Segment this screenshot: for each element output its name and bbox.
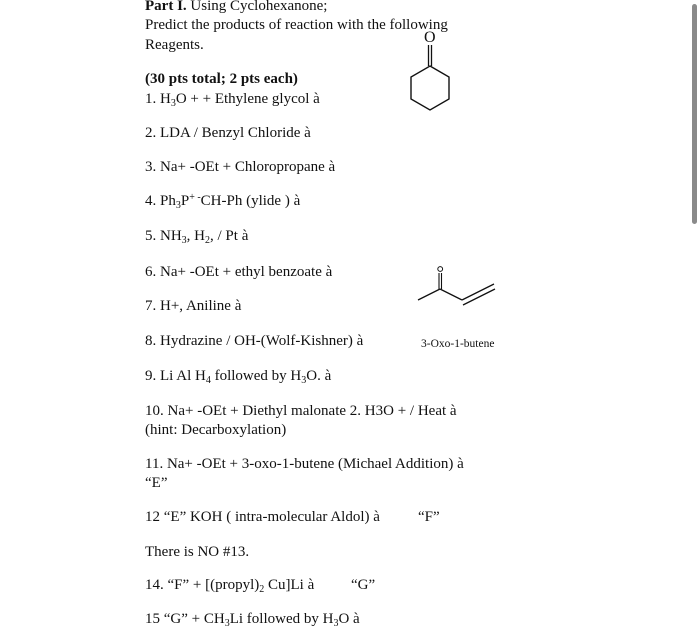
item-10-hint: (hint: Decarboxylation)	[145, 422, 287, 438]
item-3: 3. Na+ -OEt + Chloropropane à	[145, 159, 336, 175]
item-14: 14. “F” + [$(propyl)_2$ Cu]Li à	[145, 577, 315, 595]
item-11-product: “E”	[145, 475, 168, 491]
item-9: 9. Li Al $H_4$ followed by $H_3O$. à	[145, 368, 332, 386]
instructions-line: Predict the products of reaction with the following	[145, 17, 448, 33]
item-15: 15 “G” + $CH_3Li$ followed by $H_3O$ à	[145, 611, 360, 629]
item-11: 11. Na+ -OEt + 3-oxo-1-butene (Michael Addition) à	[145, 456, 464, 472]
item-2: 2. LDA / Benzyl Chloride à	[145, 125, 311, 141]
points-heading: (30 pts total; 2 pts each)	[145, 71, 298, 87]
item-8: 8. Hydrazine / OH-(Wolf-Kishner) à	[145, 333, 364, 349]
part-title: Part I. Using Cyclohexanone;	[145, 0, 328, 14]
item-1: 1. $H_3O$ + + Ethylene glycol à	[145, 91, 320, 109]
item-14-product: “G”	[351, 577, 376, 593]
item-13-note: There is NO #13.	[145, 544, 250, 560]
butenone-structure	[408, 262, 508, 322]
butenone-caption: 3-Oxo-1-butene	[421, 338, 495, 350]
item-6: 6. Na+ -OEt + ethyl benzoate à	[145, 264, 333, 280]
item-12-product: “F”	[418, 509, 440, 525]
item-12: 12 “E” KOH ( intra-molecular Aldol) à	[145, 509, 380, 525]
item-7: 7. H+, Aniline à	[145, 298, 242, 314]
item-5: 5. $NH_3$, $H_2$, / Pt à	[145, 228, 249, 246]
item-4: 4. $Ph_3P^{+ -}CH-Ph$ (ylide ) à	[145, 192, 301, 211]
vertical-scrollbar[interactable]	[692, 4, 697, 224]
instructions-line-2: Reagents.	[145, 37, 204, 53]
carbonyl-oxygen-label: O	[424, 29, 436, 46]
item-10: 10. Na+ -OEt + Diethyl malonate 2. H3O + / Heat à	[145, 403, 457, 419]
